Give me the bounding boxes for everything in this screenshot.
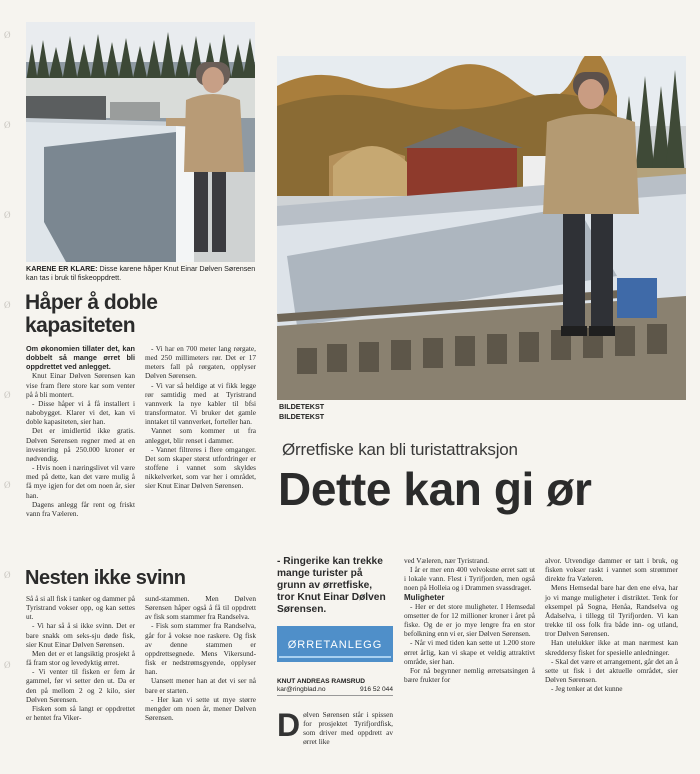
article2-column-2 <box>145 594 256 722</box>
paragraph: Han utelukker ikke at man nærmest kan skreddersy fisket for spesielle anledninger. <box>545 638 678 657</box>
paragraph: alvor. Utvendige dammer er tatt i bruk, og fisken vokser raskt i vannet som strømmer direkte fra Væleren. <box>545 556 678 584</box>
article1-column-2 <box>145 344 256 491</box>
main-column-1 <box>277 707 393 747</box>
paragraph: - Disse håper vi å få installert i nabobygget. Klarer vi det, kan vi doble kapasiteten, sier han. <box>26 398 135 427</box>
paragraph: Fisken som så langt er oppdrettet er hentet fra Viker- <box>26 703 135 723</box>
article2-headline: Nesten ikke svinn <box>25 567 186 589</box>
edge-mark: Ø <box>4 660 11 670</box>
main-ingress: - Ringerike kan trekke mange turister på grunn av ørretfiske, tror Knut Einar Dølven Sørensen. <box>277 556 386 615</box>
subheading-muligheter: Muligheter <box>404 592 445 602</box>
photo-fish-tanks-illustration <box>26 22 255 262</box>
paragraph: Uansett mener han at det vi ser nå bare er starten. <box>145 676 256 695</box>
article2-column-1 <box>26 594 135 722</box>
logo-underline <box>279 656 391 658</box>
right-photo <box>277 56 686 400</box>
edge-mark: Ø <box>4 300 11 310</box>
paragraph: sund-stammen. Men Dølven Sørensen håper også å få til oppdrett av fisk som stammer fra Randselva. <box>145 594 256 622</box>
caption-label: KARENE ER KLARE: <box>26 264 98 273</box>
paragraph: - Når vi med tiden kan sette ut 1.200 store ørret årlig, kan vi skape et veldig attraktivt område, sier han. <box>404 638 535 666</box>
edge-mark: Ø <box>4 570 11 580</box>
paragraph: I år er mer enn 400 velvoksne ørret satt ut i lokale vann. Flest i Tyrifjorden, men også noen på Holleia og i Drammen svassdraget. <box>404 565 535 593</box>
paragraph: For nå begynner nemlig ørretsatsingen å bære frukter for <box>404 665 535 685</box>
logo-text: ØRRETANLEGG <box>287 639 383 651</box>
dropcap: D <box>277 707 301 743</box>
photo-outdoor-tanks-illustration <box>277 56 686 400</box>
headline-line: kapasiteten <box>25 314 136 337</box>
paragraph: ved Væleren, nær Tyristrand. <box>404 556 489 565</box>
main-kicker: Ørretfiske kan bli turistattraksjon <box>282 440 518 459</box>
edge-mark: Ø <box>4 390 11 400</box>
paragraph: - Vi har en 700 meter lang rørgate, med 250 millimeters rør. Det er 17 meters fall på rørgaten, opplyser Dølven Sørensen. <box>145 344 256 381</box>
main-column-2 <box>404 556 535 684</box>
main-headline: Dette kan gi ør <box>278 463 592 515</box>
right-photo-caption-2: BILDETEKST <box>279 412 325 421</box>
left-photo <box>26 22 255 262</box>
article1-column-1 <box>26 344 135 518</box>
paragraph: Vannet som kommer ut fra anlegget, blir renset i dammer. <box>145 426 256 445</box>
paragraph: Mens Hemsedal bare har den ene elva, har jo vi mange muligheter i distriktet. Tenk for eksempel på Sogna, Henåa, Randselva og Ådalselva, i tillegg til Tyrifjorden. Vi kan trekke til oss folk fra både inn- og utland, tror Dølven Sørensen. <box>545 583 678 639</box>
paragraph: - Hvis noen i næringslivet vil være med på dette, kan det være mulig å få mye igjen for det om noen år, sier han. <box>26 463 135 500</box>
byline-email: kar@ringblad.no <box>277 686 326 693</box>
article1-headline <box>25 291 157 337</box>
caption-text: Disse karene håper Knut Einar Dølven Sørensen kan tas i bruk til fiskeoppdrett. <box>26 264 256 282</box>
byline-contact-row <box>277 686 393 696</box>
byline-name: KNUT ANDREAS RAMSRUD <box>277 678 366 685</box>
main-column-3 <box>545 556 678 693</box>
paragraph: - Fisk som stammer fra Randselva, går for å vokse noe raskere. Og fisk av denne stammen er oppdrettsegnede. Mens Vikersund-fisk er nedstrømsgyende, opplyser han. <box>145 621 256 677</box>
paragraph: Det er imidlertid ikke gratis. Dølven Sørensen regner med at en investering på 250.000 kroner er nødvendig. <box>26 426 135 463</box>
headline-line: Håper å doble <box>25 291 158 314</box>
paragraph: - Vi var så heldige at vi fikk legge rør samtidig med at Tyristrand vannverk la nye kabler til bfsi transformator. Vi bruker det gamle inntaket til vannverket, forteller han. <box>145 380 256 427</box>
lead-paragraph: Om økonomien tillater det, kan dobbelt så mange ørret bli oppdrettet ved anlegget. <box>26 344 135 372</box>
paragraph: - Vannet filtreres i flere omganger. Det som skaper størst utfordringer er stoffene i vannet som skyldes nikkelverket, som var her i området, sier Knut Einar Dølven Sørensen. <box>145 444 256 491</box>
byline <box>277 678 393 696</box>
left-photo-caption <box>26 264 258 282</box>
paragraph: Men det er et langsiktig prosjekt å få fram stor og levedyktig ørret. <box>26 648 135 668</box>
paragraph: ølven Sørensen står i spissen for prosjektet Tyrifjordfisk, som driver med oppdrett av ørret like <box>303 710 393 747</box>
paragraph: - Jeg tenker at det kunne <box>551 684 623 694</box>
paragraph: Knut Einar Dølven Sørensen kan vise fram flere store kar som venter på å bli montert. <box>26 371 135 399</box>
paragraph: Dagens anlegg får rent og friskt vann fra Væleren. <box>26 499 135 518</box>
paragraph: - Vi har så å si ikke svinn. Det er bare snakk om seks-sju døde fisk, sier Knut Einar Dølven Sørensen. <box>26 621 135 649</box>
right-photo-caption-1: BILDETEKST <box>279 402 325 411</box>
paragraph: Så å si all fisk i tanker og dammer på Tyristrand vokser opp, og kan settes ut. <box>26 594 135 622</box>
edge-mark: Ø <box>4 210 11 220</box>
byline-phone: 916 52 044 <box>359 686 393 693</box>
paragraph: - Skal det være et arrangement, går det an å sette ut fisk i det aktuelle området, sier Dølven Sørensen. <box>545 656 678 685</box>
edge-mark: Ø <box>4 30 11 40</box>
edge-mark: Ø <box>4 480 11 490</box>
paragraph: - Her kan vi sette ut mye større mengder om noen år, mener Dølven Sørensen. <box>145 694 256 723</box>
paragraph: - Vi venter til fisken er fem år gammel, før vi setter den ut. Da er den på mellom 2 og 2 kilo, sier Dølven Sørensen. <box>26 667 135 704</box>
logo-orretanlegg <box>277 626 393 662</box>
edge-mark: Ø <box>4 120 11 130</box>
paragraph: - Her er det store muligheter. I Hemsedal omsetter de for 12 millioner kroner i året på fiske. Og de er jo mye lengre fra en stor befolkning enn vi er, sier Dølven Sørensen. <box>404 601 535 639</box>
